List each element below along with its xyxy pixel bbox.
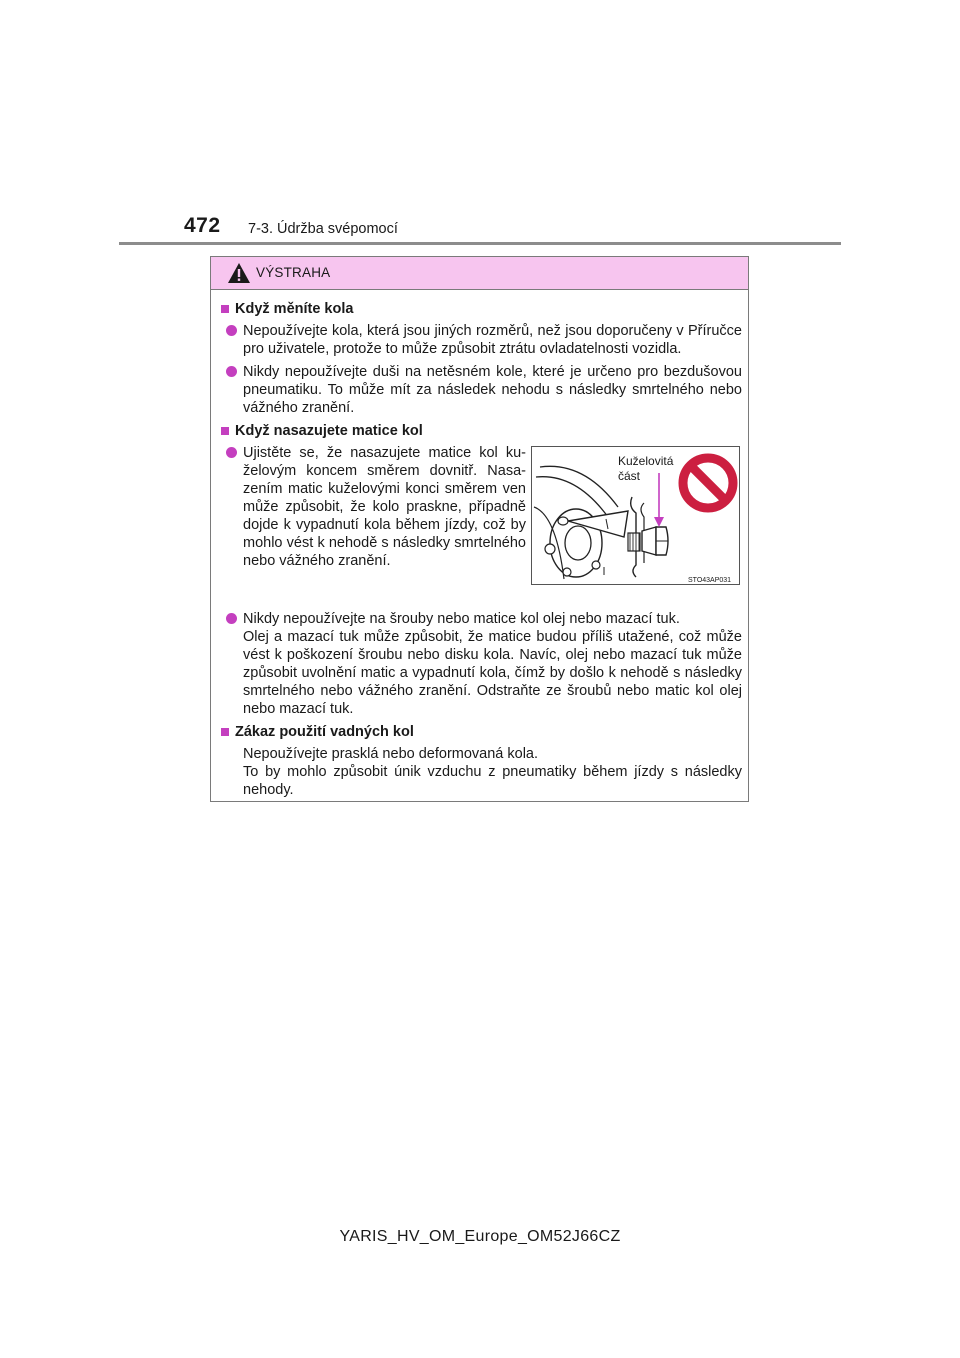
section-paragraph: Nepoužívejte prasklá nebo deformovaná kola. To by mohlo způsobit únik vzduchu z pneumatiky během jízdy s následky nehody.	[243, 746, 742, 798]
wheel-nut-figure	[531, 446, 740, 585]
continuation-paragraph: Olej a mazací tuk může způsobit, že matice budou příliš utažené, což může vést k poškození šroubu nebo disku kola. Navíc, olej nebo mazací tuk může způsobit uvolnění matic a vypadnutí kola, čímž by došlo k nehodě s následky smrtelného nebo vážného zranění. Odstraňte ze šroubů nebo matic kol olej nebo mazací tuk.	[243, 629, 742, 717]
warning-box	[210, 256, 749, 802]
list-item: Nikdy nepoužívejte duši na netěsném kole, které je určeno pro bezdušovou pneumatiku. To může mít za následek nehodu s následky smrtelného nebo vážného zranění.	[219, 363, 742, 417]
square-bullet-icon	[221, 427, 229, 435]
figure-label: Kuželovitá část	[618, 454, 674, 483]
section-title: 7-3. Údržba svépomocí	[248, 221, 398, 237]
item-with-figure	[219, 444, 742, 604]
warning-header	[211, 257, 748, 290]
no-entry-icon	[683, 458, 733, 508]
section-heading-defective-wheels: Zákaz použití vadných kol	[219, 723, 742, 741]
page-header	[0, 0, 960, 250]
warning-body	[211, 290, 748, 799]
warning-triangle-icon	[227, 262, 251, 284]
list-item: Ujistěte se, že nasazujete matice kol kuželovým koncem směrem dovnitř. Nasazením matic kuželovými konci směrem ven může způsobit, že kolo praskne, případně dojde k vypadnutí kola během jízdy, což by mohlo vést k nehodě s následky smrtelného nebo vážného zranění.	[219, 444, 526, 570]
figure-code: STO43AP031	[688, 577, 732, 584]
document-id: YARIS_HV_OM_Europe_OM52J66CZ	[339, 1228, 621, 1245]
page-number: 472	[184, 214, 221, 237]
round-bullet-icon	[226, 366, 237, 377]
section-heading-changing-wheels: Když měníte kola	[219, 300, 742, 318]
list-item: Nikdy nepoužívejte na šrouby nebo matice kol olej nebo mazací tuk.	[219, 610, 742, 628]
header-divider	[119, 242, 841, 245]
square-bullet-icon	[221, 305, 229, 313]
round-bullet-icon	[226, 613, 237, 624]
round-bullet-icon	[226, 325, 237, 336]
square-bullet-icon	[221, 728, 229, 736]
round-bullet-icon	[226, 447, 237, 458]
section-heading-wheel-nuts: Když nasazujete matice kol	[219, 422, 742, 440]
warning-title: VÝSTRAHA	[256, 265, 331, 280]
list-item: Nepoužívejte kola, která jsou jiných rozměrů, než jsou doporučeny v Příručce pro uživatele, protože to může způsobit ztrátu ovladatelnosti vozidla.	[219, 322, 742, 358]
